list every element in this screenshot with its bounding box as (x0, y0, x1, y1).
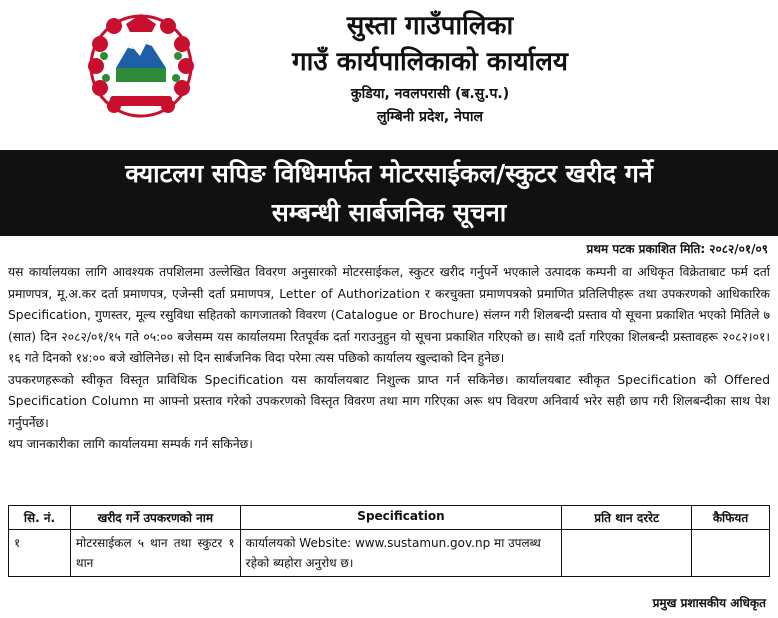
header-rate: प्रति थान दररेट (562, 506, 692, 530)
cell-rate (562, 530, 692, 577)
notice-title-line2: सम्बन्धी सार्बजनिक सूचना (271, 198, 507, 227)
publication-date: प्रथम पटक प्रकाशित मिति: २०८२/०१/०९ (586, 242, 768, 256)
cell-serial: १ (9, 530, 71, 577)
notice-paragraph-2: उपकरणहरूको स्वीकृत विस्तृत प्राविधिक Specification यस कार्यालयबाट निशुल्क प्राप्त गर्न सकिनेछ। कार्यालयबाट स्वीकृत Specification को Offered Specification Column मा आफ्नो प्रस्ताव गरेको उपकरणको विस्तृत विवरण तथा माग गरिएका अरू थप विवरण अनिवार्य भरेर सही छाप गरी शिलबन्दीका साथ पेश गर्नुपर्नेछ। (8, 372, 770, 430)
letterhead (0, 0, 778, 150)
notice-title-banner (0, 150, 778, 236)
notice-title-line1: क्याटलग सपिङ विधिमार्फत मोटरसाईकल/स्कुटर खरीद गर्ने (125, 159, 653, 188)
table-header-row (9, 506, 770, 530)
notice-paragraph-1: यस कार्यालयका लागि आवश्यक तपशिलमा उल्लेखित विवरण अनुसारको मोटरसाईकल, स्कुटर खरीद गर्नुपर्ने भएकाले उत्पादक कम्पनी वा अधिकृत विक्रेताबाट फर्म दर्ता प्रमाणपत्र, मू.अ.कर दर्ता प्रमाणपत्र, एजेन्सी दर्ता प्रमाणपत्र, Letter of Authorization र करचुक्ता प्रमाणपत्रको प्रमाणित प्रतिलिपीहरू तथा उपकरणको आधिकारिक Specification, गुणस्तर, मूल्य रसुविधा सहितको कागजातको विवरण (Catalogue or Brochure) संलग्न गरी शिलबन्दी प्रस्ताव यो सूचना प्रकाशित भएको मितिले ७ (सात) दिन २०८२/०१/१५ गते ०५:०० बजेसम्म यस कार्यालयमा रितपूर्वक दर्ता गराउनुहुन यो सूचना प्रकाशित गरिएको छ। साथै दर्ता गरिएका शिलबन्दी प्रस्तावहरू २०८२।०१।१६ गते दिनको १४:०० बजे खोलिनेछ। सो दिन सार्बजनिक विदा परेमा त्यस पछिको कार्यालय खुल्दाको दिन हुनेछ। (8, 265, 770, 365)
notice-paragraph-3: थप जानकारीका लागि कार्यालयमा सम्पर्क गर्न सकिनेछ। (8, 437, 253, 451)
office-title-block (210, 8, 650, 128)
cell-remarks (692, 530, 770, 577)
notice-body (8, 262, 770, 456)
signatory-title: प्रमुख प्रशासकीय अधिकृत (652, 596, 766, 610)
equipment-table (8, 505, 770, 577)
nepal-emblem-icon (82, 6, 200, 124)
table-row (9, 530, 770, 577)
cell-spec: कार्यालयको Website: www.sustamun.gov.np मा उपलब्ध रहेको ब्यहोरा अनुरोध छ। (240, 530, 562, 577)
header-serial: सि. नं. (9, 506, 71, 530)
office-province: लुम्बिनी प्रदेश, नेपाल (377, 109, 483, 125)
header-item-name: खरीद गर्ने उपकरणको नाम (70, 506, 240, 530)
office-address: कुडिया, नवलपरासी (ब.सु.प.) (350, 86, 510, 102)
office-name: गाउँ कार्यपालिकाको कार्यालय (292, 47, 568, 77)
municipality-name: सुस्ता गाउँपालिका (346, 11, 514, 41)
header-remarks: कैफियत (692, 506, 770, 530)
cell-item: मोटरसाईकल ५ थान तथा स्कुटर १ थान (70, 530, 240, 577)
header-specification: Specification (240, 506, 562, 530)
